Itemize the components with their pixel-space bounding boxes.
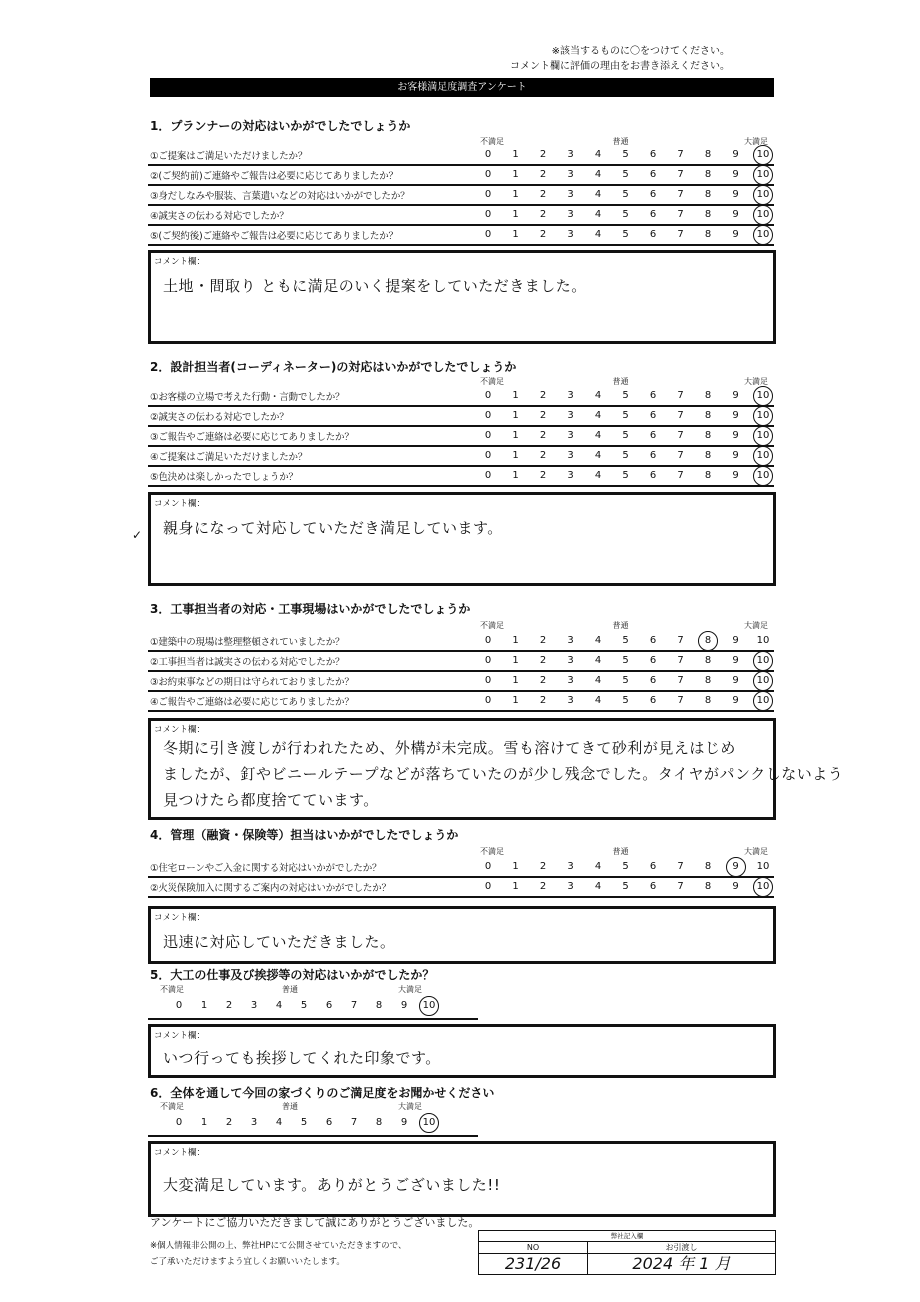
rating-option-5[interactable]: 5 [622, 209, 629, 220]
rating-option-0[interactable]: 0 [484, 430, 492, 441]
rating-option-7[interactable]: 7 [677, 169, 684, 180]
rating-option-4[interactable]: 4 [594, 430, 602, 441]
scale-label-low: 不満足 [160, 1102, 184, 1111]
rating-option-6[interactable]: 6 [649, 189, 657, 200]
rating-option-8[interactable]: 8 [704, 169, 712, 180]
instruction-2: コメント欄に評価の理由をお書き添えください。 [510, 61, 730, 72]
rating-option-9[interactable]: 9 [732, 410, 739, 421]
comment-box[interactable] [148, 250, 776, 344]
handover-value[interactable]: 2024 年 1 月 [632, 1254, 731, 1273]
rating-option-4[interactable]: 4 [594, 881, 602, 892]
rating-option-6[interactable]: 6 [649, 430, 657, 441]
question-row [148, 691, 774, 712]
rating-option-10[interactable]: 10 [750, 430, 776, 441]
rating-option-3[interactable]: 3 [567, 881, 574, 892]
rating-option-10[interactable]: 10 [756, 635, 770, 646]
rating-option-9[interactable]: 9 [400, 1117, 408, 1128]
rating-option-3[interactable]: 3 [567, 390, 574, 401]
rating-option-1[interactable]: 1 [512, 695, 519, 706]
rating-option-1[interactable]: 1 [512, 390, 519, 401]
rating-option-8[interactable]: 8 [704, 695, 712, 706]
rating-option-7[interactable]: 7 [677, 410, 684, 421]
rating-option-7[interactable]: 7 [677, 655, 684, 666]
rating-option-5[interactable]: 5 [622, 861, 629, 872]
rating-option-5[interactable]: 5 [622, 430, 629, 441]
rating-option-10[interactable]: 10 [750, 655, 776, 666]
rating-option-1[interactable]: 1 [512, 450, 519, 461]
rating-option-0[interactable]: 0 [484, 169, 492, 180]
scale-label-low: 不満足 [480, 621, 504, 630]
rating-option-3[interactable]: 3 [567, 470, 574, 481]
rating-option-1[interactable]: 1 [512, 470, 519, 481]
comment-label: コメント欄： [154, 1148, 206, 1158]
question-row [148, 386, 774, 407]
question-row [148, 165, 774, 186]
rating-option-10[interactable]: 10 [750, 229, 776, 240]
rating-option-6[interactable]: 6 [649, 675, 657, 686]
section-title: 5．大工の仕事及び挨拶等の対応はいかがでしたか？ [150, 968, 435, 982]
survey-title-banner: お客様満足度調査アンケート [150, 78, 774, 97]
rating-option-1[interactable]: 1 [512, 149, 519, 160]
rating-option-7[interactable]: 7 [677, 189, 684, 200]
rating-option-7[interactable]: 7 [350, 1000, 358, 1011]
rating-option-0[interactable]: 0 [175, 1117, 183, 1128]
scale-label-low: 不満足 [480, 847, 504, 856]
rating-option-10[interactable]: 10 [750, 189, 776, 200]
rating-option-0[interactable]: 0 [484, 229, 492, 240]
question-text: ④誠実さの伝わる対応でしたか？ [150, 211, 289, 222]
rating-row [148, 996, 478, 1020]
scale-label-low: 不満足 [160, 985, 184, 994]
scale-label-high: 大満足 [744, 847, 768, 856]
rating-option-6[interactable]: 6 [325, 1000, 333, 1011]
comment-box[interactable] [148, 1141, 776, 1217]
rating-option-8[interactable]: 8 [704, 861, 712, 872]
rating-option-4[interactable]: 4 [594, 189, 602, 200]
rating-option-1[interactable]: 1 [512, 675, 519, 686]
rating-option-3[interactable]: 3 [567, 655, 574, 666]
rating-option-1[interactable]: 1 [512, 410, 519, 421]
scale-label-mid: 普通 [282, 1102, 298, 1111]
rating-option-2[interactable]: 2 [539, 861, 547, 872]
question-text: ②火災保険加入に関するご案内の対応はいかがでしたか？ [150, 883, 391, 894]
rating-option-9[interactable]: 9 [732, 149, 739, 160]
pen-mark-icon: ✓ [132, 528, 143, 542]
rating-option-7[interactable]: 7 [677, 229, 684, 240]
rating-option-0[interactable]: 0 [484, 149, 492, 160]
rating-option-5[interactable]: 5 [622, 675, 629, 686]
rating-option-2[interactable]: 2 [539, 410, 547, 421]
rating-option-0[interactable]: 0 [484, 189, 492, 200]
rating-option-4[interactable]: 4 [594, 675, 602, 686]
rating-option-6[interactable]: 6 [649, 209, 657, 220]
handwritten-comment: ましたが、釘やビニールテープなどが落ちていたのが少し残念でした。タイヤがパンクしないよう [163, 765, 844, 783]
rating-option-5[interactable]: 5 [622, 881, 629, 892]
question-text: ③ご報告やご連絡は必要に応じてありましたか？ [150, 432, 354, 443]
question-row [148, 651, 774, 672]
rating-option-7[interactable]: 7 [677, 390, 684, 401]
rating-option-1[interactable]: 1 [512, 881, 519, 892]
rating-option-5[interactable]: 5 [300, 1117, 308, 1128]
section-title: 4．管理（融資・保険等）担当はいかがでしたでしょうか [150, 828, 459, 842]
rating-option-8[interactable]: 8 [704, 209, 712, 220]
rating-option-9[interactable]: 9 [732, 450, 739, 461]
question-text: ③身だしなみや服装、言葉遣いなどの対応はいかがでしたか？ [150, 191, 410, 202]
rating-option-2[interactable]: 2 [539, 655, 547, 666]
question-row [148, 446, 774, 467]
question-row [148, 205, 774, 226]
rating-option-6[interactable]: 6 [649, 229, 657, 240]
rating-option-4[interactable]: 4 [594, 209, 602, 220]
rating-option-3[interactable]: 3 [567, 675, 574, 686]
question-text: ②誠実さの伝わる対応でしたか？ [150, 412, 289, 423]
rating-option-6[interactable]: 6 [649, 881, 657, 892]
rating-option-5[interactable]: 5 [622, 695, 629, 706]
rating-option-4[interactable]: 4 [594, 410, 602, 421]
rating-option-4[interactable]: 4 [594, 229, 602, 240]
question-row [148, 671, 774, 692]
no-label: NO [479, 1242, 588, 1253]
rating-option-3[interactable]: 3 [567, 149, 574, 160]
rating-option-4[interactable]: 4 [594, 470, 602, 481]
rating-option-5[interactable]: 5 [622, 450, 629, 461]
comment-label: コメント欄： [154, 913, 206, 923]
rating-option-7[interactable]: 7 [677, 450, 684, 461]
no-value[interactable]: 231/26 [479, 1254, 588, 1274]
rating-option-6[interactable]: 6 [649, 149, 657, 160]
rating-option-8[interactable]: 8 [704, 149, 712, 160]
rating-option-6[interactable]: 6 [649, 169, 657, 180]
rating-option-3[interactable]: 3 [250, 1000, 258, 1011]
question-row [148, 857, 774, 878]
rating-option-1[interactable]: 1 [200, 1117, 208, 1128]
handwritten-comment: 冬期に引き渡しが行われたため、外構が未完成。雪も溶けてきて砂利が見えはじめ [163, 739, 736, 757]
question-text: ②(ご契約前)ご連絡やご報告は必要に応じてありましたか？ [150, 171, 398, 182]
question-text: ②工事担当者は誠実さの伝わる対応でしたか？ [150, 657, 345, 668]
rating-option-0[interactable]: 0 [484, 695, 492, 706]
question-row [148, 631, 774, 652]
rating-option-5[interactable]: 5 [622, 169, 629, 180]
rating-option-0[interactable]: 0 [484, 861, 492, 872]
rating-option-1[interactable]: 1 [512, 655, 519, 666]
rating-option-0[interactable]: 0 [484, 881, 492, 892]
rating-option-0[interactable]: 0 [484, 675, 492, 686]
handwritten-comment: 大変満足しています。ありがとうございました!! [163, 1176, 501, 1194]
rating-option-9[interactable]: 9 [400, 1000, 408, 1011]
rating-option-2[interactable]: 2 [539, 470, 547, 481]
rating-option-7[interactable]: 7 [677, 675, 684, 686]
rating-option-6[interactable]: 6 [649, 390, 657, 401]
rating-option-9[interactable]: 9 [723, 861, 749, 872]
office-use-box [478, 1230, 776, 1275]
handwritten-comment: いつ行っても挨拶してくれた印象です。 [163, 1049, 441, 1067]
rating-option-2[interactable]: 2 [539, 189, 547, 200]
rating-option-10[interactable]: 10 [756, 861, 770, 872]
handwritten-comment: 迅速に対応していただきました。 [163, 933, 396, 951]
rating-option-1[interactable]: 1 [512, 229, 519, 240]
rating-option-2[interactable]: 2 [539, 675, 547, 686]
privacy-notice [150, 1238, 406, 1270]
thanks-text: アンケートにご協力いただきまして誠にありがとうございました。 [150, 1216, 480, 1229]
rating-option-8[interactable]: 8 [704, 229, 712, 240]
question-text: ①住宅ローンやご入金に関する対応はいかがでしたか？ [150, 863, 382, 874]
rating-row [148, 1113, 478, 1137]
question-text: ③お約束事などの期日は守られておりましたか？ [150, 677, 354, 688]
rating-option-8[interactable]: 8 [704, 410, 712, 421]
rating-option-2[interactable]: 2 [225, 1000, 233, 1011]
rating-option-8[interactable]: 8 [704, 390, 712, 401]
rating-option-7[interactable]: 7 [677, 209, 684, 220]
rating-option-3[interactable]: 3 [567, 695, 574, 706]
privacy-notice-line: ※個人情報非公開の上、弊社HPにて公開させていただきますので、 [150, 1241, 407, 1251]
rating-option-1[interactable]: 1 [512, 209, 519, 220]
rating-option-9[interactable]: 9 [732, 169, 739, 180]
scale-label-high: 大満足 [744, 621, 768, 630]
rating-option-3[interactable]: 3 [567, 450, 574, 461]
rating-option-0[interactable]: 0 [484, 209, 492, 220]
rating-option-6[interactable]: 6 [649, 410, 657, 421]
rating-option-6[interactable]: 6 [649, 695, 657, 706]
rating-option-2[interactable]: 2 [539, 169, 547, 180]
rating-option-7[interactable]: 7 [677, 430, 684, 441]
rating-option-9[interactable]: 9 [732, 635, 739, 646]
rating-option-4[interactable]: 4 [275, 1117, 283, 1128]
comment-label: コメント欄： [154, 499, 206, 509]
rating-option-6[interactable]: 6 [325, 1117, 333, 1128]
rating-option-6[interactable]: 6 [649, 655, 657, 666]
rating-option-2[interactable]: 2 [539, 695, 547, 706]
rating-option-3[interactable]: 3 [567, 229, 574, 240]
rating-option-10[interactable]: 10 [750, 149, 776, 160]
rating-option-2[interactable]: 2 [539, 430, 547, 441]
rating-option-5[interactable]: 5 [622, 635, 629, 646]
rating-option-8[interactable]: 8 [704, 881, 712, 892]
comment-box[interactable] [148, 906, 776, 964]
question-text: ①お客様の立場で考えた行動・言動でしたか？ [150, 392, 345, 403]
rating-option-0[interactable]: 0 [484, 635, 492, 646]
scale-label-high: 大満足 [744, 377, 768, 386]
rating-option-6[interactable]: 6 [649, 450, 657, 461]
comment-box[interactable] [148, 1024, 776, 1078]
rating-option-5[interactable]: 5 [300, 1000, 308, 1011]
rating-option-8[interactable]: 8 [375, 1117, 383, 1128]
rating-option-9[interactable]: 9 [732, 881, 739, 892]
rating-option-3[interactable]: 3 [567, 635, 574, 646]
question-text: ①ご提案はご満足いただけましたか？ [150, 151, 308, 162]
question-row [148, 406, 774, 427]
rating-option-10[interactable]: 10 [416, 1117, 442, 1128]
section-title: 6．全体を通して今回の家づくりのご満足度をお聞かせください [150, 1086, 495, 1100]
scale-label-high: 大満足 [398, 1102, 422, 1111]
rating-option-9[interactable]: 9 [732, 209, 739, 220]
comment-label: コメント欄： [154, 1031, 206, 1041]
rating-option-2[interactable]: 2 [539, 450, 547, 461]
rating-option-4[interactable]: 4 [594, 390, 602, 401]
rating-option-3[interactable]: 3 [567, 410, 574, 421]
rating-option-1[interactable]: 1 [200, 1000, 208, 1011]
scale-label-mid: 普通 [282, 985, 298, 994]
rating-option-0[interactable]: 0 [484, 390, 492, 401]
question-row [148, 225, 774, 246]
comment-label: コメント欄： [154, 257, 206, 267]
rating-option-7[interactable]: 7 [677, 149, 684, 160]
rating-option-2[interactable]: 2 [539, 149, 547, 160]
rating-option-9[interactable]: 9 [732, 470, 739, 481]
rating-option-8[interactable]: 8 [704, 189, 712, 200]
rating-option-8[interactable]: 8 [704, 675, 712, 686]
rating-option-1[interactable]: 1 [512, 189, 519, 200]
rating-option-3[interactable]: 3 [567, 861, 574, 872]
handover-label: お引渡し [665, 1243, 698, 1252]
rating-option-8[interactable]: 8 [695, 635, 721, 646]
rating-option-9[interactable]: 9 [732, 189, 739, 200]
rating-option-8[interactable]: 8 [375, 1000, 383, 1011]
rating-option-2[interactable]: 2 [225, 1117, 233, 1128]
rating-option-2[interactable]: 2 [539, 390, 547, 401]
rating-option-4[interactable]: 4 [594, 655, 602, 666]
rating-option-3[interactable]: 3 [567, 209, 574, 220]
rating-option-7[interactable]: 7 [677, 861, 684, 872]
rating-option-1[interactable]: 1 [512, 169, 519, 180]
rating-option-2[interactable]: 2 [539, 881, 547, 892]
rating-option-7[interactable]: 7 [677, 881, 684, 892]
rating-option-6[interactable]: 6 [649, 861, 657, 872]
question-row [148, 145, 774, 166]
handwritten-comment: 土地・間取り ともに満足のいく提案をしていただきました。 [163, 277, 587, 295]
rating-option-2[interactable]: 2 [539, 635, 547, 646]
rating-option-8[interactable]: 8 [704, 450, 712, 461]
rating-option-10[interactable]: 10 [750, 675, 776, 686]
rating-option-7[interactable]: 7 [677, 635, 684, 646]
rating-option-10[interactable]: 10 [750, 209, 776, 220]
privacy-notice-line: ご了承いただけますよう宜しくお願いいたします。 [150, 1257, 345, 1267]
scale-label-high: 大満足 [398, 985, 422, 994]
rating-option-9[interactable]: 9 [732, 675, 739, 686]
rating-option-9[interactable]: 9 [732, 655, 739, 666]
rating-option-0[interactable]: 0 [484, 410, 492, 421]
rating-option-8[interactable]: 8 [704, 655, 712, 666]
section-title: 2．設計担当者(コーディネーター)の対応はいかがでしたでしょうか [150, 360, 517, 374]
rating-option-10[interactable]: 10 [750, 410, 776, 421]
question-row [148, 877, 774, 898]
rating-option-10[interactable]: 10 [750, 390, 776, 401]
rating-option-9[interactable]: 9 [732, 695, 739, 706]
rating-option-4[interactable]: 4 [594, 635, 602, 646]
scale-label-mid: 普通 [612, 847, 629, 856]
rating-option-0[interactable]: 0 [484, 655, 492, 666]
question-text: ⑤色決めは楽しかったでしょうか？ [150, 472, 298, 483]
rating-option-4[interactable]: 4 [594, 450, 602, 461]
rating-option-9[interactable]: 9 [732, 430, 739, 441]
scale-label-mid: 普通 [612, 137, 629, 146]
handwritten-comment: 見つけたら都度捨てています。 [163, 791, 379, 809]
question-row [148, 185, 774, 206]
rating-option-4[interactable]: 4 [275, 1000, 283, 1011]
rating-option-4[interactable]: 4 [594, 169, 602, 180]
rating-option-0[interactable]: 0 [484, 470, 492, 481]
rating-option-7[interactable]: 7 [350, 1117, 358, 1128]
rating-option-4[interactable]: 4 [594, 695, 602, 706]
rating-option-6[interactable]: 6 [649, 470, 657, 481]
question-text: ④ご報告やご連絡は必要に応じてありましたか？ [150, 697, 354, 708]
rating-option-9[interactable]: 9 [732, 390, 739, 401]
rating-option-5[interactable]: 5 [622, 229, 629, 240]
comment-box[interactable] [148, 492, 776, 586]
rating-option-10[interactable]: 10 [750, 470, 776, 481]
rating-option-5[interactable]: 5 [622, 390, 629, 401]
rating-option-3[interactable]: 3 [567, 169, 574, 180]
rating-option-1[interactable]: 1 [512, 430, 519, 441]
rating-option-10[interactable]: 10 [416, 1000, 442, 1011]
rating-option-5[interactable]: 5 [622, 410, 629, 421]
rating-option-6[interactable]: 6 [649, 635, 657, 646]
section-title: 1．プランナーの対応はいかがでしたでしょうか [150, 119, 411, 133]
rating-option-2[interactable]: 2 [539, 229, 547, 240]
rating-option-8[interactable]: 8 [704, 470, 712, 481]
comment-box[interactable] [148, 718, 844, 820]
rating-option-10[interactable]: 10 [750, 450, 776, 461]
question-text: ①建築中の現場は整理整頓されていましたか？ [150, 637, 345, 648]
question-text: ⑤(ご契約後)ご連絡やご報告は必要に応じてありましたか？ [150, 231, 398, 242]
rating-option-2[interactable]: 2 [539, 209, 547, 220]
rating-option-3[interactable]: 3 [567, 430, 574, 441]
question-text: ④ご提案はご満足いただけましたか？ [150, 452, 308, 463]
section-title: 3．工事担当者の対応・工事現場はいかがでしたでしょうか [150, 602, 471, 616]
scale-label-high: 大満足 [744, 137, 768, 146]
rating-option-0[interactable]: 0 [175, 1000, 183, 1011]
rating-option-1[interactable]: 1 [512, 635, 519, 646]
scale-label-low: 不満足 [480, 137, 504, 146]
rating-option-3[interactable]: 3 [567, 189, 574, 200]
rating-option-3[interactable]: 3 [250, 1117, 258, 1128]
handwritten-comment: 親身になって対応していただき満足しています。 [163, 519, 503, 537]
rating-option-5[interactable]: 5 [622, 189, 629, 200]
rating-option-5[interactable]: 5 [622, 149, 629, 160]
rating-option-0[interactable]: 0 [484, 450, 492, 461]
rating-option-10[interactable]: 10 [750, 881, 776, 892]
rating-option-9[interactable]: 9 [732, 229, 739, 240]
office-use-header: 弊社記入欄 [479, 1231, 775, 1242]
instruction-1: ※該当するものに〇をつけてください。 [551, 46, 730, 57]
scale-label-mid: 普通 [612, 621, 629, 630]
rating-option-5[interactable]: 5 [622, 655, 629, 666]
question-row [148, 466, 774, 487]
comment-label: コメント欄： [154, 725, 206, 735]
question-row [148, 426, 774, 447]
scale-label-low: 不満足 [480, 377, 504, 386]
rating-option-7[interactable]: 7 [677, 695, 684, 706]
rating-option-8[interactable]: 8 [704, 430, 712, 441]
rating-option-4[interactable]: 4 [594, 149, 602, 160]
rating-option-4[interactable]: 4 [594, 861, 602, 872]
rating-option-1[interactable]: 1 [512, 861, 519, 872]
rating-option-10[interactable]: 10 [750, 169, 776, 180]
rating-option-10[interactable]: 10 [750, 695, 776, 706]
scale-label-mid: 普通 [612, 377, 629, 386]
rating-option-7[interactable]: 7 [677, 470, 684, 481]
rating-option-5[interactable]: 5 [622, 470, 629, 481]
